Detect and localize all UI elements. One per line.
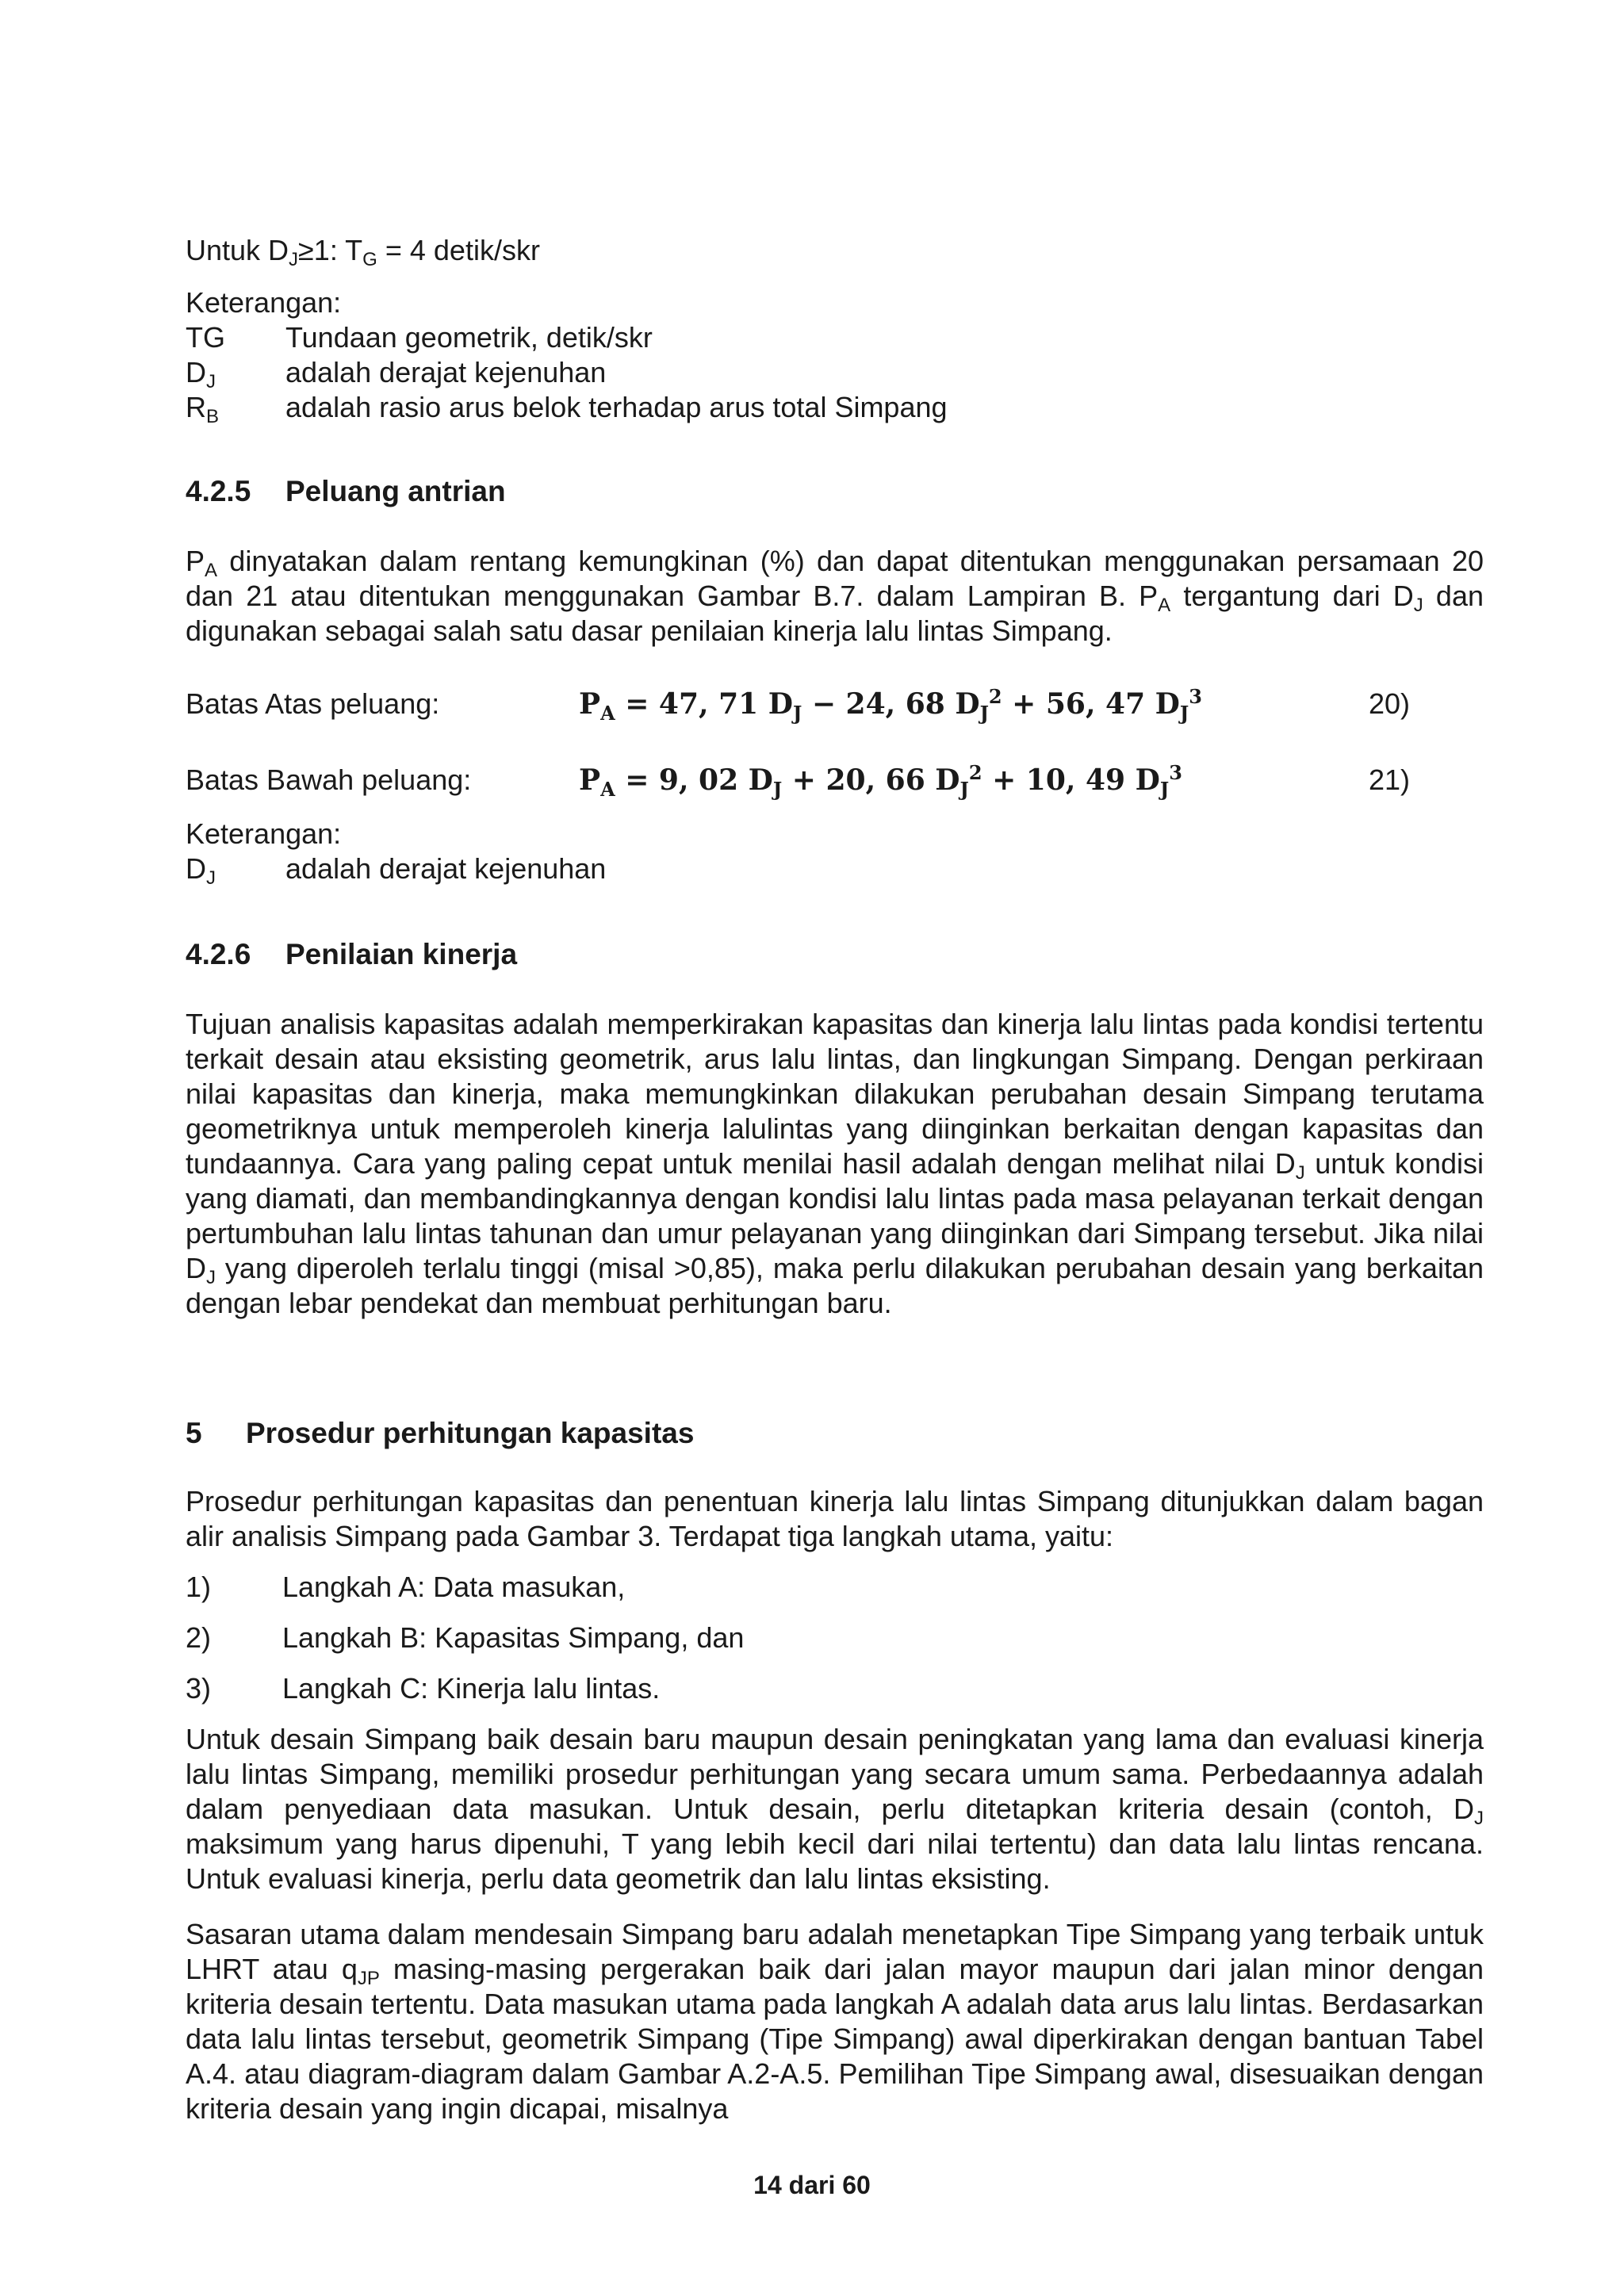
- page-number: 14 dari 60: [753, 2171, 871, 2199]
- paragraph-desain-evaluasi: Untuk desain Simpang baik desain baru maupun desain peningkatan yang lama dan evaluasi kinerja lalu lintas Simpang, memiliki prosedur perhitungan yang secara umum sama. Perbedaannya adalah dalam penyediaan data masukan. Untuk desain, perlu ditetapkan kriteria desain (contoh, $D_J$ maksimum yang harus dipenuhi, T yang lebih kecil dari nilai tertentu) dan data lalu lintas rencana. Untuk evaluasi kinerja, perlu data geometrik dan lalu lintas eksisting.: [186, 1723, 1484, 1895]
- equation-formula: $P_A = 47$, 71 $D_J - 24$, 68 $D_J^2 + 56$, 47 $D_J^3$: [579, 685, 1202, 725]
- section-heading-5: 5 Prosedur perhitungan kapasitas: [186, 1417, 695, 1449]
- paragraph-penilaian-kinerja: Tujuan analisis kapasitas adalah memperkirakan kapasitas dan kinerja lalu lintas pada kondisi tertentu terkait desain atau eksisting geometrik, arus lalu lintas, dan lingkungan Simpang. Dengan perkiraan nilai kapasitas dan kinerja, maka memungkinkan dilakukan perubahan desain Simpang terutama geometriknya untuk memperoleh kinerja lalulintas yang diinginkan berkaitan dengan kapasitas dan tundaannya. Cara yang paling cepat untuk menilai hasil adalah dengan melihat nilai $D_J$ untuk kondisi yang diamati, dan membandingkannya dengan kondisi lalu lintas pada masa pelayanan terkait dengan pertumbuhan lalu lintas tahunan dan umur pelayanan yang diinginkan dari Simpang tersebut. Jika nilai $D_J$ yang diperoleh terlalu tinggi (misal >0,85), maka perlu dilakukan perubahan desain yang berkaitan dengan lebar pendekat dan membuat perhitungan baru.: [186, 1008, 1484, 1319]
- dj-rule-line: Untuk $D_J\ge 1$: $T_G = 4$ detik/skr: [186, 234, 540, 270]
- paragraph-prosedur-intro: Prosedur perhitungan kapasitas dan penentuan kinerja lalu lintas Simpang ditunjukkan dalam bagan alir analisis Simpang pada Gambar 3. Terdapat tiga langkah utama, yaitu:: [186, 1485, 1484, 1552]
- equation-21: [186, 756, 1423, 804]
- section-heading-4-2-5: 4.2.5 Peluang antrian: [186, 475, 506, 507]
- equation-20: [186, 680, 1423, 728]
- document-page: Untuk $D_J\ge 1$: $T_G = 4$ detik/skr Keterangan: TG Tundaan geometrik, detik/skr $D_J$ adalah derajat kejenuhan $R_B$ adalah rasio arus belok terhadap arus total Simpang 4.2.5 Peluang antrian $P_A$ dinyatakan dalam rentang kemungkinan (%) dan dapat ditentukan menggunakan persamaan 20 dan 21 atau ditentukan menggunakan Gambar B.7. dalam Lampiran B. $P_A$ tergantung dari $D_J$ dan digunakan sebagai salah satu dasar penilaian kinerja lalu lintas Simpang. Batas Atas peluang: $P_A = 47$, 71 $D_J - 24$, 68 $D_J^2 + 56$, 47 $D_J^3$ 20) Batas Bawah peluang: $P_A = 9$, 02 $D_J + 20$, 66 $D_J^2 + 10$, 49 $D_J^3$ 21) Keterangan: $D_J$ adalah derajat kejenuhan 4.2.6 Penilaian kinerja Tujuan analisis kapasitas adalah memperkirakan kapasitas dan kinerja lalu lintas pada kondisi tertentu terkait desain atau eksisting geometrik, arus lalu lintas, dan lingkungan Simpang. Dengan perkiraan nilai kapasitas dan kinerja, maka memungkinkan dilakukan perubahan desain Simpang terutama geometriknya untuk memperoleh kinerja lalulintas yang diinginkan berkaitan dengan kapasitas dan tundaannya. Cara yang paling cepat untuk menilai hasil adalah dengan melihat nilai $D_J$ untuk kondisi yang diamati, dan membandingkannya dengan kondisi lalu lintas pada masa pelayanan terkait dengan pertumbuhan lalu lintas tahunan dan umur pelayanan yang diinginkan dari Simpang tersebut. Jika nilai $D_J$ yang diperoleh terlalu tinggi (misal >0,85), maka perlu dilakukan perubahan desain yang berkaitan dengan lebar pendekat dan membuat perhitungan baru. 5 Prosedur perhitungan kapasitas Prosedur perhitungan kapasitas dan penentuan kinerja lalu lintas Simpang ditunjukkan dalam bagan alir analisis Simpang pada Gambar 3. Terdapat tiga langkah utama, yaitu: 1) Langkah A: Data masukan, 2) Langkah B: Kapasitas Simpang, dan 3) Langkah C: Kinerja lalu lintas. Untuk desain Simpang baik desain baru maupun desain peningkatan yang lama dan evaluasi kinerja lalu lintas Simpang, memiliki prosedur perhitungan yang secara umum sama. Perbedaannya adalah dalam penyediaan data masukan. Untuk desain, perlu ditetapkan kriteria desain (contoh, $D_J$ maksimum yang harus dipenuhi, T yang lebih kecil dari nilai tertentu) dan data lalu lintas rencana. Untuk evaluasi kinerja, perlu data geometrik dan lalu lintas eksisting. Sasaran utama dalam mendesain Simpang baru adalah menetapkan Tipe Simpang yang terbaik untuk LHRT atau $q_{JP}$ masing-masing pergerakan baik dari jalan mayor maupun dari jalan minor dengan kriteria desain tertentu. Data masukan utama pada langkah A adalah data arus lalu lintas. Berdasarkan data lalu lintas tersebut, geometrik Simpang (Tipe Simpang) awal diperkirakan dengan bantuan Tabel A.4. atau diagram-diagram dalam Gambar A.2-A.5. Pemilihan Tipe Simpang awal, disesuaikan dengan kriteria desain yang ingin dicapai, misalnya 14 dari 60: [0, 0, 1624, 2296]
- keterangan-heading: Keterangan:: [186, 817, 342, 850]
- equation-number: 20): [1369, 687, 1411, 720]
- equation-number: 21): [1369, 763, 1411, 796]
- equation-label: Batas Bawah peluang:: [186, 763, 472, 796]
- paragraph-sasaran-utama: Sasaran utama dalam mendesain Simpang baru adalah menetapkan Tipe Simpang yang terbaik untuk LHRT atau $q_{JP}$ masing-masing pergerakan baik dari jalan mayor maupun dari jalan minor dengan kriteria desain tertentu. Data masukan utama pada langkah A adalah data arus lalu lintas. Berdasarkan data lalu lintas tersebut, geometrik Simpang (Tipe Simpang) awal diperkirakan dengan bantuan Tabel A.4. atau diagram-diagram dalam Gambar A.2-A.5. Pemilihan Tipe Simpang awal, disesuaikan dengan kriteria desain yang ingin dicapai, misalnya: [186, 1918, 1484, 2125]
- equation-label: Batas Atas peluang:: [186, 687, 440, 720]
- section-heading-4-2-6: 4.2.6 Penilaian kinerja: [186, 938, 518, 970]
- paragraph-peluang-antrian: $P_A$ dinyatakan dalam rentang kemungkinan (%) dan dapat ditentukan menggunakan persamaan 20 dan 21 atau ditentukan menggunakan Gambar B.7. dalam Lampiran B. $P_A$ tergantung dari $D_J$ dan digunakan sebagai salah satu dasar penilaian kinerja lalu lintas Simpang.: [186, 545, 1484, 647]
- equation-formula: $P_A = 9$, 02 $D_J + 20$, 66 $D_J^2 + 10$, 49 $D_J^3$: [579, 761, 1182, 802]
- keterangan-heading: Keterangan:: [186, 286, 342, 319]
